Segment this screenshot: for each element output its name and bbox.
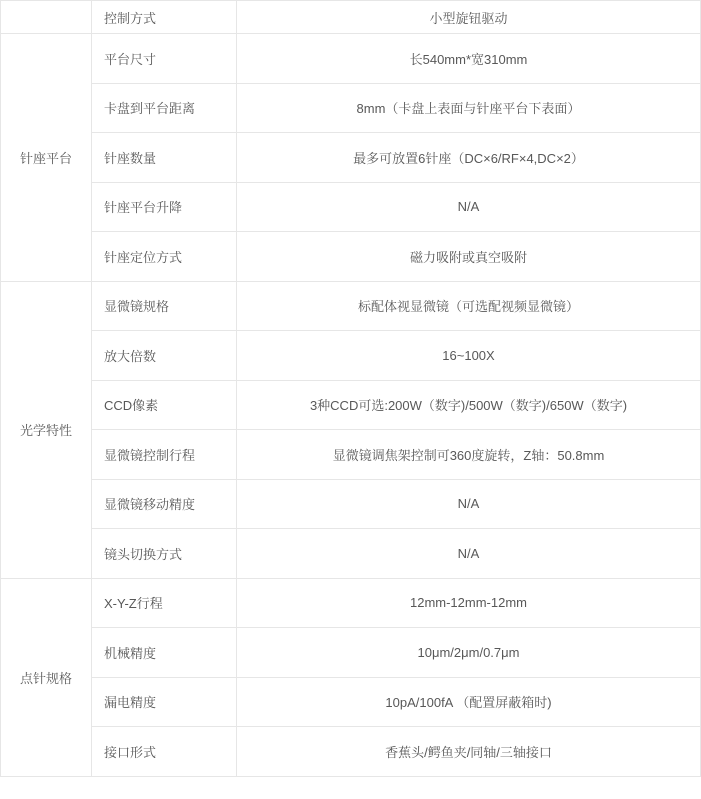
spec-label: 显微镜控制行程 [92,430,237,480]
spec-label: 针座平台升降 [92,182,237,232]
spec-label: 针座数量 [92,133,237,183]
table-row [1,281,701,331]
spec-label: 显微镜规格 [92,281,237,331]
spec-value: 最多可放置6针座（DC×6/RF×4,DC×2） [237,133,701,183]
table-body [1,1,701,777]
spec-label: X-Y-Z行程 [92,578,237,628]
table-row [1,34,701,84]
table-row [1,331,701,381]
table-row [1,83,701,133]
spec-label: 接口形式 [92,727,237,777]
spec-label: 卡盘到平台距离 [92,83,237,133]
spec-value: 香蕉头/鳄鱼夹/同轴/三轴接口 [237,727,701,777]
spec-value: 10μm/2μm/0.7μm [237,628,701,678]
spec-value: 16~100X [237,331,701,381]
table-row [1,182,701,232]
table-row [1,430,701,480]
spec-label: 机械精度 [92,628,237,678]
group-label-cell: 针座平台 [1,34,92,282]
spec-label: 漏电精度 [92,677,237,727]
spec-value: N/A [237,479,701,529]
spec-value: 8mm（卡盘上表面与针座平台下表面） [237,83,701,133]
table-row [1,133,701,183]
spec-value: 12mm-12mm-12mm [237,578,701,628]
table-row [1,479,701,529]
spec-label: 控制方式 [92,1,237,34]
spec-value: N/A [237,182,701,232]
group-label-cell: 光学特性 [1,281,92,578]
spec-value: 3种CCD可选:200W（数字)/500W（数字)/650W（数字) [237,380,701,430]
table-row [1,232,701,282]
spec-value: 长540mm*宽310mm [237,34,701,84]
spec-label: 平台尺寸 [92,34,237,84]
spec-label: 镜头切换方式 [92,529,237,579]
table-row [1,380,701,430]
spec-value: 显微镜调焦架控制可360度旋转，Z轴：50.8mm [237,430,701,480]
group-label-cell [1,1,92,34]
spec-label: 放大倍数 [92,331,237,381]
table-row [1,578,701,628]
spec-value: N/A [237,529,701,579]
table-row [1,1,701,34]
spec-value: 小型旋钮驱动 [237,1,701,34]
table-row [1,677,701,727]
table-row [1,529,701,579]
group-label-cell: 点针规格 [1,578,92,776]
spec-value: 10pA/100fA （配置屏蔽箱时) [237,677,701,727]
spec-value: 磁力吸附或真空吸附 [237,232,701,282]
table-row [1,727,701,777]
spec-label: 针座定位方式 [92,232,237,282]
spec-label: 显微镜移动精度 [92,479,237,529]
spec-label: CCD像素 [92,380,237,430]
spec-value: 标配体视显微镜（可选配视频显微镜） [237,281,701,331]
table-row [1,628,701,678]
